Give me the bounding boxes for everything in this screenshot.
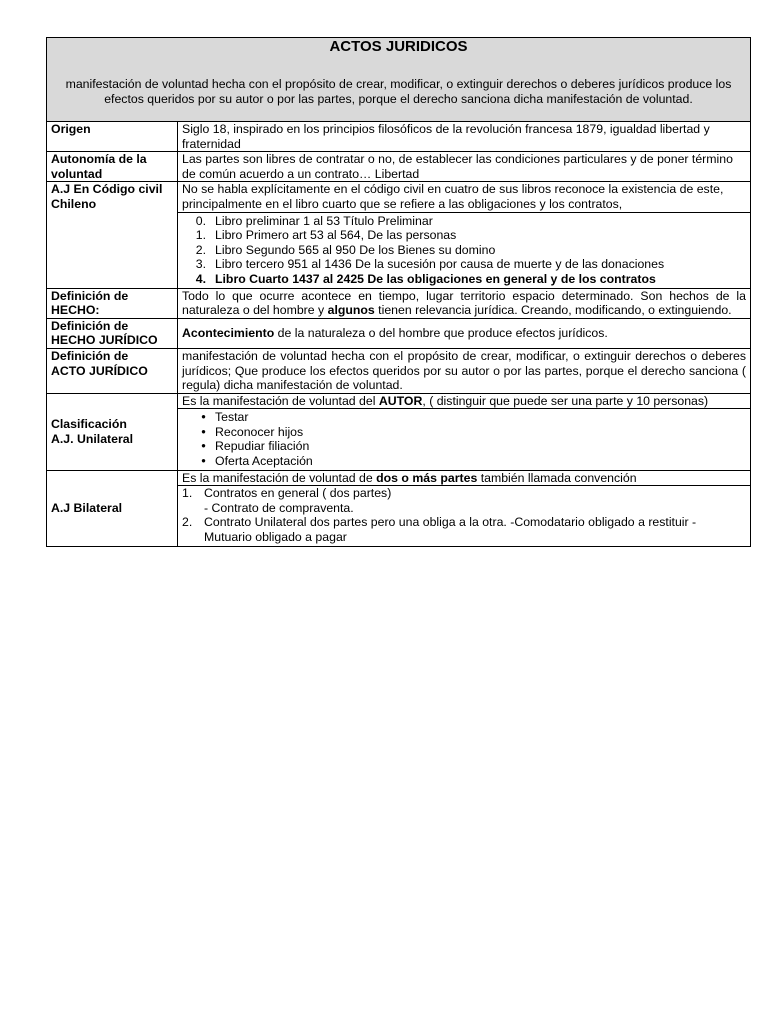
label-autonomia-line2: voluntad bbox=[51, 166, 103, 181]
label-codigo-line2: Chileno bbox=[51, 196, 97, 211]
list-text: Libro preliminar 1 al 53 Título Preliminar bbox=[215, 213, 433, 228]
list-text: Contratos en general ( dos partes) bbox=[204, 486, 392, 501]
row-hecho-juridico bbox=[47, 318, 751, 348]
list-item bbox=[182, 214, 746, 229]
unilateral-text-bold: AUTOR bbox=[378, 393, 423, 408]
text-codigo: No se habla explícitamente en el código civil en cuatro de sus libros reconoce la existencia de este, principalmente en el libro cuarto que se refiere a las obligaciones y los contratos, bbox=[178, 182, 751, 212]
label-hecho-line2: HECHO: bbox=[51, 303, 100, 318]
bullet-icon: ● bbox=[201, 441, 206, 451]
row-hecho bbox=[47, 288, 751, 318]
list-text: Testar bbox=[215, 410, 249, 425]
row-codigo bbox=[47, 182, 751, 212]
list-item bbox=[182, 410, 746, 425]
header-cell bbox=[47, 38, 751, 122]
list-number: 1. bbox=[195, 228, 206, 243]
list-text: Contrato Unilateral dos partes pero una obliga a la otra. -Comodatario obligado a restituir - Mutuario obligado a pagar bbox=[204, 515, 697, 545]
label-hecho-juridico-line1: Definición de bbox=[51, 318, 129, 333]
list-item bbox=[182, 515, 746, 544]
text-unilateral bbox=[178, 393, 751, 409]
list-number: 4. bbox=[195, 271, 206, 286]
list-item bbox=[182, 486, 746, 501]
bilateral-text-b: también llamada convención bbox=[477, 470, 637, 485]
row-autonomia bbox=[47, 152, 751, 182]
row-unilateral bbox=[47, 393, 751, 409]
label-bilateral: A.J Bilateral bbox=[47, 470, 178, 546]
text-origen: Siglo 18, inspirado en los principios filosóficos de la revolución francesa 1879, igualdad libertad y fraternidad bbox=[178, 122, 751, 152]
list-text: Libro Cuarto 1437 al 2425 De las obligaciones en general y de los contratos bbox=[215, 271, 656, 286]
bullet-icon: ● bbox=[201, 412, 206, 422]
list-number: 0. bbox=[195, 213, 206, 228]
label-unilateral-line1: Clasificación bbox=[51, 417, 127, 432]
unilateral-bullet-list bbox=[178, 409, 751, 470]
text-acto-juridico: manifestación de voluntad hecha con el propósito de crear, modificar, o extinguir derechos o deberes jurídicos; Que produce los efectos queridos por su autor o por las partes, porque el derecho sanciona ( regula) dicha manifestación de voluntad. bbox=[178, 348, 751, 393]
list-text: Libro tercero 951 al 1436 De la sucesión por causa de muerte y de las donaciones bbox=[215, 257, 665, 272]
list-number: 2. bbox=[195, 242, 206, 257]
hecho-juridico-bold: Acontecimiento bbox=[182, 326, 275, 341]
label-autonomia-line1: Autonomía de la bbox=[51, 152, 147, 167]
label-acto-juridico bbox=[47, 348, 178, 393]
label-acto-juridico-line2: ACTO JURÍDICO bbox=[51, 363, 148, 378]
list-item bbox=[182, 439, 746, 454]
list-item bbox=[182, 228, 746, 243]
unilateral-text-b: , ( distinguir que puede ser una parte y 10 personas) bbox=[422, 393, 709, 408]
list-text: Reconocer hijos bbox=[215, 424, 304, 439]
label-hecho-juridico-line2: HECHO JURÍDICO bbox=[51, 333, 158, 348]
label-acto-juridico-line1: Definición de bbox=[51, 348, 129, 363]
list-text: Libro Primero art 53 al 564, De las personas bbox=[215, 228, 457, 243]
list-item bbox=[182, 257, 746, 272]
hecho-juridico-text: de la naturaleza o del hombre que produce efectos jurídicos. bbox=[274, 326, 608, 341]
hecho-text-bold: algunos bbox=[327, 303, 375, 318]
label-autonomia bbox=[47, 152, 178, 182]
label-codigo bbox=[47, 182, 178, 288]
header-row bbox=[47, 38, 751, 122]
bilateral-text-bold: dos o más partes bbox=[376, 470, 478, 485]
header-intro: manifestación de voluntad hecha con el propósito de crear, modificar, o extinguir derechos o deberes jurídicos produce los efectos queridos por su autor o por las partes, porque el derecho sanciona dicha manifestación de voluntad. bbox=[65, 77, 732, 106]
text-bilateral bbox=[178, 470, 751, 486]
row-acto-juridico bbox=[47, 348, 751, 393]
list-item bbox=[182, 454, 746, 469]
list-item bbox=[182, 425, 746, 440]
label-hecho-line1: Definición de bbox=[51, 288, 129, 303]
codigo-book-list bbox=[178, 212, 751, 288]
hecho-text-b: tienen relevancia jurídica. Creando, modificando, o extinguiendo. bbox=[374, 303, 732, 318]
list-text: Oferta Aceptación bbox=[215, 454, 313, 469]
label-codigo-line1: A.J En Código civil bbox=[51, 182, 163, 197]
list-item bbox=[182, 272, 746, 287]
unilateral-text-a: Es la manifestación de voluntad del bbox=[182, 393, 379, 408]
list-item bbox=[182, 243, 746, 258]
row-bilateral bbox=[47, 470, 751, 486]
label-unilateral bbox=[47, 393, 178, 470]
list-text: Libro Segundo 565 al 950 De los Bienes su domino bbox=[215, 242, 496, 257]
list-subitem: - Contrato de compraventa. bbox=[204, 500, 354, 515]
bilateral-text-a: Es la manifestación de voluntad de bbox=[182, 470, 377, 485]
hecho-text-a: Todo lo que ocurre acontece en tiempo, lugar territorio espacio determinado. Son hechos de la naturaleza o del hombre y bbox=[182, 288, 746, 318]
bullet-icon: ● bbox=[201, 456, 206, 466]
document-title: ACTOS JURIDICOS bbox=[329, 38, 468, 55]
text-hecho bbox=[178, 288, 751, 318]
label-unilateral-line2: A.J. Unilateral bbox=[51, 431, 134, 446]
actos-juridicos-table bbox=[46, 37, 751, 547]
label-hecho-juridico bbox=[47, 318, 178, 348]
list-number: 1. bbox=[182, 486, 193, 501]
text-autonomia: Las partes son libres de contratar o no, de establecer las condiciones particulares y de poner término de común acuerdo a un contrato… Libertad bbox=[178, 152, 751, 182]
bullet-icon: ● bbox=[201, 426, 206, 436]
row-origen bbox=[47, 122, 751, 152]
bilateral-list bbox=[178, 486, 751, 546]
list-text: Repudiar filiación bbox=[215, 439, 310, 454]
text-hecho-juridico bbox=[178, 318, 751, 348]
list-number: 3. bbox=[195, 257, 206, 272]
label-origen: Origen bbox=[47, 122, 178, 152]
label-hecho bbox=[47, 288, 178, 318]
list-number: 2. bbox=[182, 515, 193, 530]
